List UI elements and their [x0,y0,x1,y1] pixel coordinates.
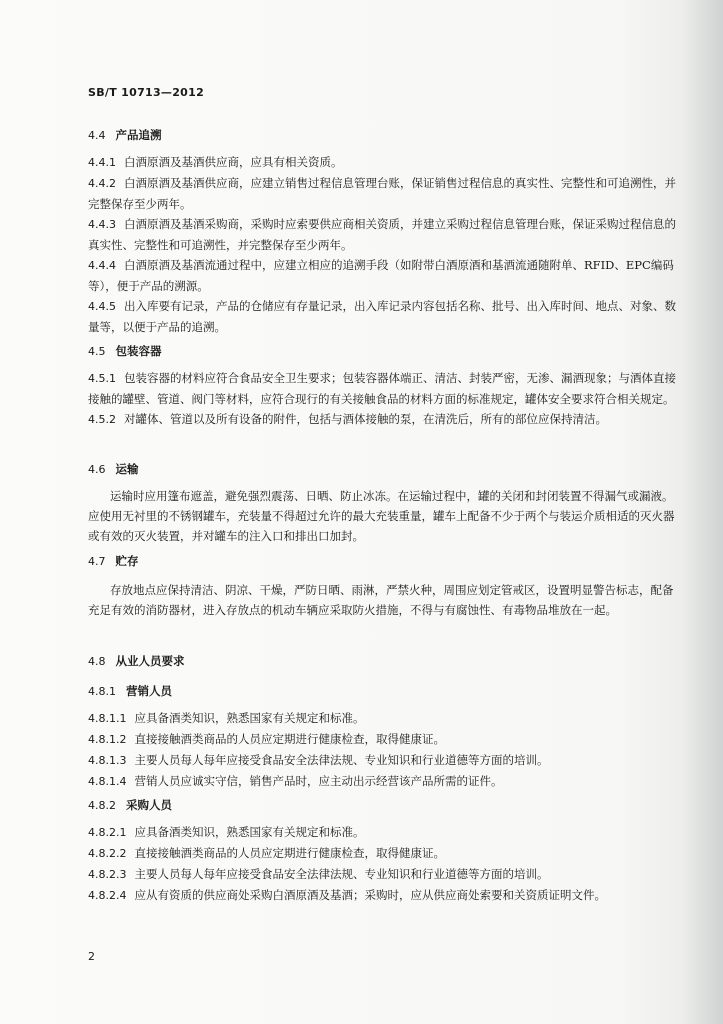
section-number: 4.8 [88,655,106,668]
clause-4-4-4 [88,255,678,296]
clause-text: 包装容器的材料应符合食品安全卫生要求；包装容器体端正、清洁、封装严密，无渗、漏酒现象；与酒体直接接触的罐壁、管道、阀门等材料，应符合现行的有关接触食品的材料方面的标准规定，罐体安全要求符合相关规定。 [88,371,676,406]
section-4-7-body: 存放地点应保持清洁、阴凉、干燥，严防日晒、雨淋，严禁火种，周围应划定管戒区，设置明显警告标志，配备充足有效的消防器材，进入存放点的机动车辆应采取防火措施，不得与有腐蚀性、有毒物品堆放在一起。 [88,583,674,617]
clause-4-4-1 [88,152,678,173]
clause-4-8-2-3 [88,864,678,885]
clause-4-8-1-4 [88,771,678,792]
clause-text: 营销人员应诚实守信，销售产品时，应主动出示经营该产品所需的证件。 [134,774,503,788]
clause-number: 4.8.2.2 [88,847,127,860]
section-title: 从业人员要求 [115,654,185,668]
section-heading-4-7 [88,552,139,571]
clause-number: 4.4.2 [88,177,116,190]
section-title: 包装容器 [115,344,162,358]
clause-text: 应具备酒类知识，熟悉国家有关规定和标准。 [134,825,365,839]
page-number: 2 [88,950,95,963]
clause-4-8-2-1 [88,822,678,843]
clause-4-8-2-2 [88,843,678,864]
section-title: 采购人员 [126,798,172,812]
section-number: 4.4 [88,129,106,142]
section-4-4-body [88,152,678,337]
clause-number: 4.8.2.3 [88,868,127,881]
section-4-5-body [88,368,678,430]
clause-4-4-3 [88,214,678,255]
clause-4-8-1-2 [88,729,678,750]
clause-number: 4.4.4 [88,259,116,272]
clause-text: 对罐体、管道以及所有设备的附件，包括与酒体接触的泵，在清洗后，所有的部位应保持清洁。 [124,412,607,426]
standard-code-header: SB/T 10713—2012 [88,86,205,99]
clause-number: 4.8.1.1 [88,712,127,725]
clause-number: 4.4.3 [88,218,116,231]
section-number: 4.7 [88,555,106,568]
clause-number: 4.5.2 [88,413,116,426]
clause-4-5-1 [88,368,678,409]
clause-text: 应从有资质的供应商处采购白酒原酒及基酒；采购时，应从供应商处索要和关资质证明文件。 [134,888,606,902]
clause-number: 4.8.1.4 [88,775,127,788]
section-title: 运输 [115,462,139,476]
clause-text: 应具备酒类知识，熟悉国家有关规定和标准。 [134,711,365,725]
clause-number: 4.8.1.2 [88,733,127,746]
section-heading-4-5 [88,342,162,361]
clause-4-4-5 [88,296,678,337]
page-edge-shadow [683,0,723,1024]
section-title: 产品追溯 [115,128,162,142]
clause-number: 4.8.2.1 [88,826,127,839]
clause-text: 白酒原酒及基酒供应商，应具有相关资质。 [124,155,343,169]
clause-4-8-1-3 [88,750,678,771]
section-number: 4.8.2 [88,799,116,812]
clause-text: 主要人员每人每年应接受食品安全法律法规、专业知识和行业道德等方面的培训。 [134,867,549,881]
clause-text: 直接接触酒类商品的人员应定期进行健康检查，取得健康证。 [134,732,445,746]
section-heading-4-8-2 [88,796,172,815]
section-number: 4.5 [88,345,106,358]
clause-text: 直接接触酒类商品的人员应定期进行健康检查，取得健康证。 [134,846,445,860]
section-heading-4-4 [88,126,162,145]
section-title: 贮存 [115,554,139,568]
section-4-8-2-body [88,822,678,906]
section-heading-4-8-1 [88,682,172,701]
section-number: 4.6 [88,463,106,476]
clause-number: 4.8.2.4 [88,889,127,902]
clause-text: 白酒原酒及基酒流通过程中，应建立相应的追溯手段（如附带白酒原酒和基酒流通随附单、RFID、EPC编码等），便于产品的溯源。 [88,258,674,293]
clause-number: 4.4.1 [88,156,116,169]
section-heading-4-6 [88,460,139,479]
section-number: 4.8.1 [88,685,116,698]
clause-text: 白酒原酒及基酒供应商，应建立销售过程信息管理台账，保证销售过程信息的真实性、完整性和可追溯性，并完整保存至少两年。 [88,176,676,211]
clause-number: 4.5.1 [88,372,116,385]
clause-4-4-2 [88,173,678,214]
clause-4-8-1-1 [88,708,678,729]
clause-4-8-2-4 [88,885,678,906]
section-heading-4-8 [88,652,185,671]
clause-text: 出入库要有记录，产品的仓储应有存量记录，出入库记录内容包括名称、批号、出入库时间、地点、对象、数量等，以便于产品的追溯。 [88,299,676,334]
clause-text: 主要人员每人每年应接受食品安全法律法规、专业知识和行业道德等方面的培训。 [134,753,549,767]
clause-number: 4.4.5 [88,300,116,313]
section-4-8-1-body [88,708,678,792]
clause-4-5-2 [88,409,678,430]
section-4-6-body: 运输时应用篷布遮盖，避免强烈震荡、日晒、防止冰冻。在运输过程中，罐的关闭和封闭装置不得漏气或漏液。应使用无衬里的不锈钢罐车，充装量不得超过允许的最大充装重量，罐车上配备不少于两个与装运介质相适的灭火器或有效的灭火装置，并对罐车的注入口和排出口加封。 [88,489,675,543]
clause-text: 白酒原酒及基酒采购商，采购时应索要供应商相关资质，并建立采购过程信息管理台账，保证采购过程信息的真实性、完整性和可追溯性，并完整保存至少两年。 [88,217,676,252]
section-title: 营销人员 [126,684,172,698]
clause-number: 4.8.1.3 [88,754,127,767]
